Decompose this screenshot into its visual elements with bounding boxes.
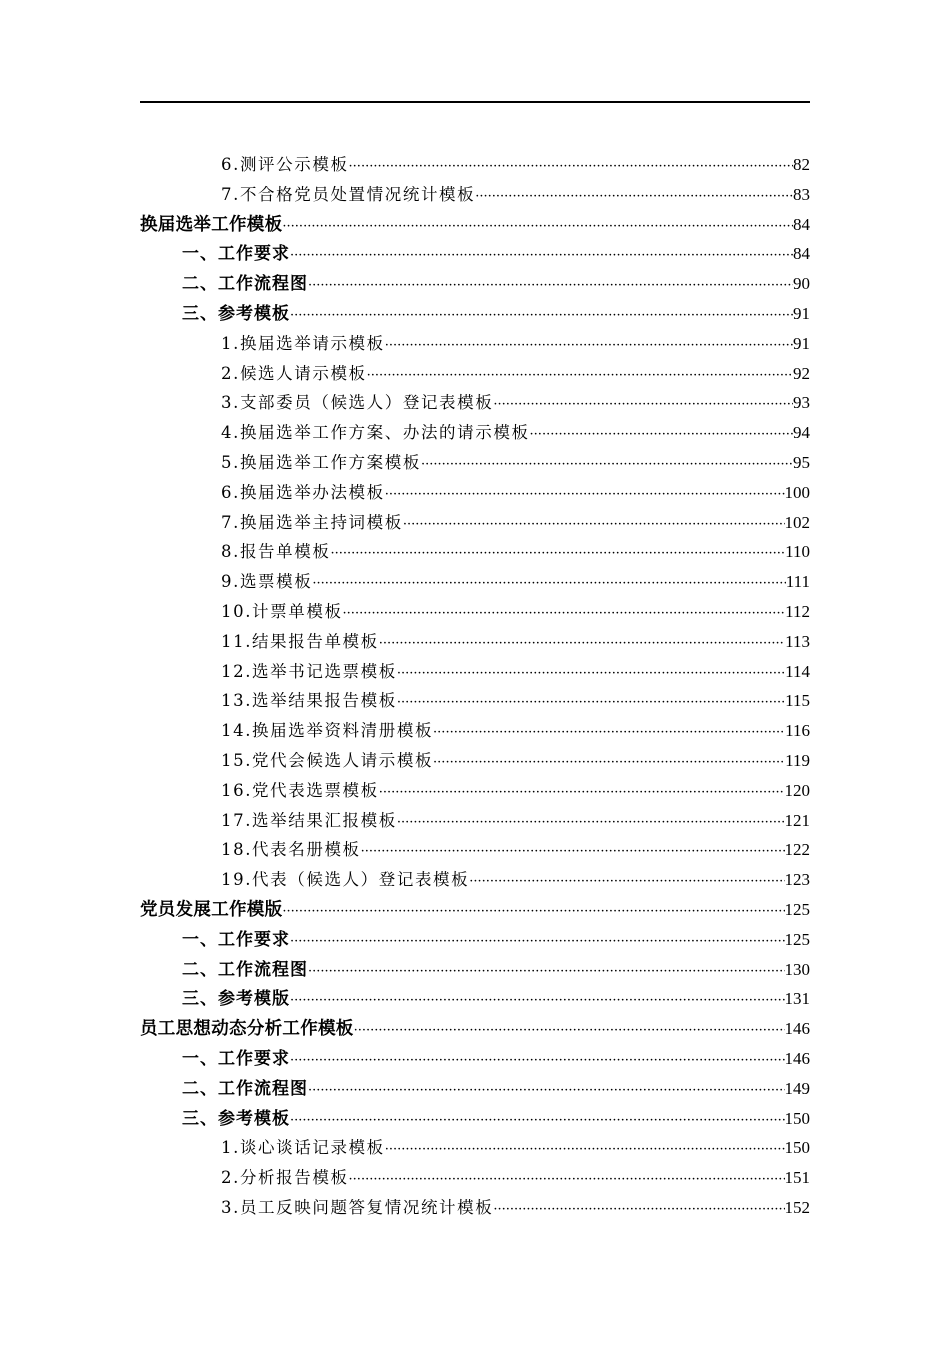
toc-leader-dots	[421, 450, 793, 480]
toc-item-entry[interactable]	[140, 448, 810, 478]
toc-page-number: 150	[784, 1138, 810, 1158]
toc-entry-label: 7.换届选举主持词模板	[221, 512, 403, 532]
toc-entry-label: 员工思想动态分析工作模板	[140, 1019, 354, 1040]
toc-leader-dots	[282, 897, 784, 927]
toc-page-number: 113	[785, 631, 810, 651]
toc-item-entry[interactable]	[140, 567, 810, 597]
toc-entry-label: 6.测评公示模板	[221, 155, 349, 174]
toc-entry-label: 三、参考模板	[182, 1108, 290, 1129]
toc-item-entry[interactable]	[140, 657, 810, 687]
toc-leader-dots	[308, 1076, 785, 1106]
toc-item-entry[interactable]	[140, 1163, 810, 1193]
toc-page-number: 95	[793, 452, 810, 472]
toc-leader-dots	[379, 778, 785, 808]
toc-entry-label: 5.换届选举工作方案模板	[221, 452, 421, 472]
toc-leader-dots	[349, 1165, 785, 1195]
toc-leader-dots	[403, 510, 785, 540]
toc-item-entry[interactable]	[140, 180, 810, 210]
toc-page-number: 114	[785, 661, 810, 681]
toc-page-number: 83	[793, 184, 810, 204]
toc-entry-label: 12.选举书记选票模板	[221, 661, 397, 681]
toc-page-number: 121	[784, 810, 810, 830]
toc-page-number: 111	[785, 572, 810, 592]
toc-leader-dots	[343, 599, 786, 629]
toc-item-entry[interactable]	[140, 806, 810, 836]
toc-subsection-entry[interactable]	[140, 955, 810, 985]
toc-entry-label: 18.代表名册模板	[221, 840, 361, 860]
toc-leader-dots	[475, 182, 793, 212]
toc-leader-dots	[493, 1195, 784, 1225]
toc-leader-dots	[433, 718, 785, 748]
toc-subsection-entry[interactable]	[140, 1104, 810, 1134]
toc-page-number: 152	[784, 1197, 810, 1217]
toc-entry-label: 4.换届选举工作方案、办法的请示模板	[221, 423, 530, 443]
toc-page-number: 84	[793, 244, 810, 264]
toc-leader-dots	[397, 688, 785, 718]
toc-entry-label: 2.候选人请示模板	[221, 363, 367, 383]
toc-item-entry[interactable]	[140, 835, 810, 865]
toc-leader-dots	[308, 271, 793, 301]
toc-leader-dots	[397, 659, 785, 689]
toc-entry-label: 3.员工反映问题答复情况统计模板	[221, 1197, 494, 1217]
toc-entry-label: 11.结果报告单模板	[221, 631, 379, 651]
toc-leader-dots	[290, 241, 793, 271]
toc-page-number: 131	[784, 989, 810, 1009]
toc-entry-label: 二、工作流程图	[182, 959, 308, 980]
toc-item-entry[interactable]	[140, 716, 810, 746]
toc-leader-dots	[469, 867, 784, 897]
toc-subsection-entry[interactable]	[140, 925, 810, 955]
toc-entry-label: 6.换届选举办法模板	[221, 482, 385, 502]
toc-item-entry[interactable]	[140, 418, 810, 448]
toc-item-entry[interactable]	[140, 537, 810, 567]
toc-section-entry[interactable]	[140, 210, 810, 240]
toc-page-number: 100	[784, 482, 810, 502]
toc-page-number: 146	[784, 1048, 810, 1068]
toc-subsection-entry[interactable]	[140, 269, 810, 299]
toc-item-entry[interactable]	[140, 359, 810, 389]
toc-item-entry[interactable]	[140, 746, 810, 776]
header-rule	[140, 101, 810, 103]
toc-entry-label: 1.换届选举请示模板	[221, 333, 385, 353]
toc-leader-dots	[433, 748, 785, 778]
toc-item-entry[interactable]	[140, 508, 810, 538]
toc-item-entry[interactable]	[140, 686, 810, 716]
toc-entry-label: 3.支部委员（候选人）登记表模板	[221, 393, 494, 413]
toc-page-number: 91	[793, 333, 810, 353]
toc-page-number: 149	[784, 1078, 810, 1098]
toc-subsection-entry[interactable]	[140, 299, 810, 329]
toc-entry-label: 17.选举结果汇报模板	[221, 810, 397, 830]
toc-leader-dots	[290, 1106, 785, 1136]
toc-item-entry[interactable]	[140, 865, 810, 895]
toc-entry-label: 16.党代表选票模板	[221, 780, 379, 800]
toc-entry-label: 1.谈心谈话记录模板	[221, 1138, 385, 1158]
toc-item-entry[interactable]	[140, 329, 810, 359]
toc-entry-label: 10.计票单模板	[221, 601, 343, 621]
toc-entry-label: 三、参考模版	[182, 989, 290, 1010]
toc-leader-dots	[282, 212, 793, 242]
toc-page-number: 120	[784, 780, 810, 800]
toc-section-entry[interactable]	[140, 1014, 810, 1044]
toc-entry-label: 一、工作要求	[182, 929, 290, 950]
toc-entry-label: 2.分析报告模板	[221, 1168, 349, 1188]
toc-entry-label: 9.选票模板	[221, 572, 313, 592]
toc-leader-dots	[354, 1016, 785, 1046]
toc-page-number: 125	[784, 929, 810, 949]
toc-subsection-entry[interactable]	[140, 1074, 810, 1104]
toc-page-number: 123	[784, 870, 810, 890]
toc-leader-dots	[397, 808, 785, 838]
toc-page-number: 110	[785, 542, 810, 562]
toc-leader-dots	[290, 301, 793, 331]
toc-item-entry[interactable]	[140, 478, 810, 508]
toc-page-number: 84	[793, 214, 810, 234]
toc-entry-label: 19.代表（候选人）登记表模板	[221, 870, 470, 890]
toc-page-number: 82	[793, 155, 810, 174]
toc-page-number: 151	[784, 1168, 810, 1188]
toc-item-entry[interactable]	[140, 776, 810, 806]
toc-page-number: 150	[784, 1108, 810, 1128]
toc-item-entry[interactable]	[140, 597, 810, 627]
toc-entry-label: 14.换届选举资料清册模板	[221, 721, 434, 741]
toc-leader-dots	[290, 927, 785, 957]
toc-page-number: 122	[784, 840, 810, 860]
toc-entry-label: 7.不合格党员处置情况统计模板	[221, 184, 476, 204]
toc-page-number: 90	[793, 274, 810, 294]
toc-leader-dots	[367, 361, 793, 391]
toc-leader-dots	[308, 957, 785, 987]
toc-leader-dots	[349, 152, 793, 182]
toc-leader-dots	[493, 390, 793, 420]
toc-item-entry[interactable]	[140, 150, 810, 180]
toc-leader-dots	[385, 331, 793, 361]
toc-page-number: 115	[785, 691, 810, 711]
toc-entry-label: 8.报告单模板	[221, 542, 331, 562]
table-of-contents	[140, 150, 810, 1223]
toc-item-entry[interactable]	[140, 1193, 810, 1223]
toc-page-number: 91	[793, 303, 810, 323]
toc-entry-label: 三、参考模板	[182, 303, 290, 324]
toc-leader-dots	[361, 837, 785, 867]
toc-leader-dots	[330, 539, 785, 569]
toc-entry-label: 一、工作要求	[182, 1048, 290, 1069]
toc-entry-label: 二、工作流程图	[182, 274, 308, 295]
toc-leader-dots	[312, 569, 785, 599]
toc-item-entry[interactable]	[140, 627, 810, 657]
toc-page-number: 94	[793, 423, 810, 443]
toc-page-number: 92	[793, 363, 810, 383]
toc-leader-dots	[290, 986, 785, 1016]
toc-leader-dots	[385, 1135, 785, 1165]
toc-page-number: 102	[784, 512, 810, 532]
toc-item-entry[interactable]	[140, 388, 810, 418]
toc-leader-dots	[290, 1046, 785, 1076]
toc-entry-label: 换届选举工作模板	[140, 214, 283, 235]
toc-leader-dots	[530, 420, 793, 450]
toc-leader-dots	[379, 629, 785, 659]
toc-entry-label: 二、工作流程图	[182, 1078, 308, 1099]
toc-page-number: 146	[784, 1019, 810, 1039]
toc-page-number: 130	[784, 959, 810, 979]
toc-section-entry[interactable]	[140, 895, 810, 925]
toc-subsection-entry[interactable]	[140, 984, 810, 1014]
toc-entry-label: 15.党代会候选人请示模板	[221, 750, 434, 770]
toc-page-number: 119	[785, 750, 810, 770]
toc-entry-label: 党员发展工作模版	[140, 899, 283, 920]
toc-item-entry[interactable]	[140, 1133, 810, 1163]
toc-entry-label: 一、工作要求	[182, 244, 290, 265]
toc-page-number: 112	[785, 601, 810, 621]
toc-page-number: 93	[793, 393, 810, 413]
toc-entry-label: 13.选举结果报告模板	[221, 691, 397, 711]
toc-leader-dots	[385, 480, 785, 510]
toc-page-number: 125	[784, 899, 810, 919]
toc-subsection-entry[interactable]	[140, 1044, 810, 1074]
toc-subsection-entry[interactable]	[140, 239, 810, 269]
toc-page-number: 116	[785, 721, 810, 741]
